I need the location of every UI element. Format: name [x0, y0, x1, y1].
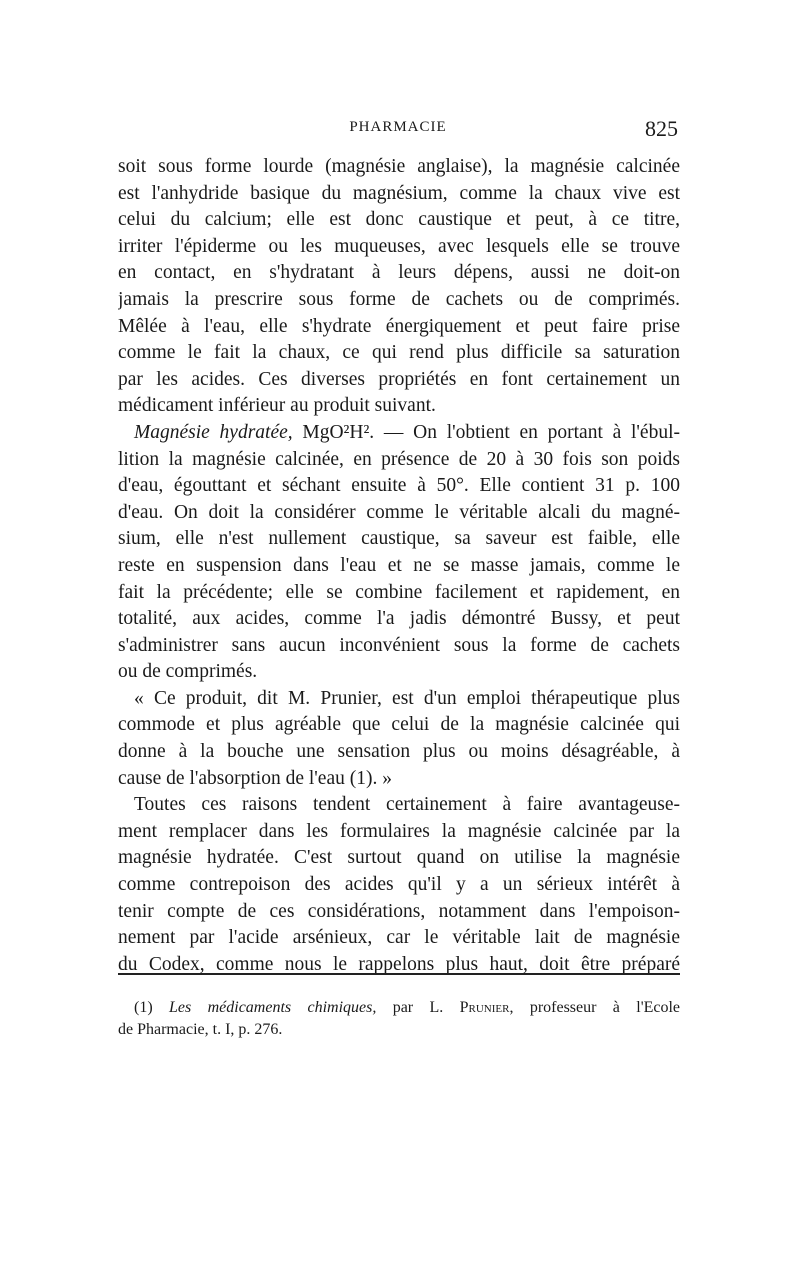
- footnote: [118, 997, 680, 1041]
- footnote-rest: , professeur à l'Ecole: [509, 999, 680, 1016]
- lead-text: On l'obtient en portant à l'ébul-: [413, 421, 680, 443]
- paragraph-conclusion: [118, 792, 680, 978]
- footnote-line: de Pharmacie, t. I, p. 276.: [118, 1021, 283, 1038]
- text-line: cause de l'absorption de l'eau (1). »: [118, 767, 392, 789]
- text-line: sium, elle n'est nullement caustique, sa saveur est faible, elle: [118, 528, 680, 550]
- text-line: reste en suspension dans l'eau et ne se masse jamais, comme le: [118, 554, 680, 576]
- page-number: 825: [645, 116, 678, 141]
- text-line: Mêlée à l'eau, elle s'hydrate énergiquement et peut faire prise: [118, 315, 680, 337]
- text-line: fait la précédente; elle se combine facilement et rapidement, en: [118, 581, 680, 603]
- footnote-author: Prunier: [459, 999, 510, 1016]
- text-line: irriter l'épiderme ou les muqueuses, avec lesquels elle se trouve: [118, 235, 680, 257]
- chemical-formula: MgO²H². —: [292, 421, 414, 443]
- text-line: d'eau, égouttant et séchant ensuite à 50°. Elle contient 31 p. 100: [118, 475, 680, 497]
- text-line: donne à la bouche une sensation plus ou moins désagréable, à: [118, 741, 680, 763]
- text-line: en contact, en s'hydratant à leurs dépens, aussi ne doit-on: [118, 262, 680, 284]
- text-line: par les acides. Ces diverses propriétés en font certainement un: [118, 368, 680, 390]
- text-line: du Codex, comme nous le rappelons plus haut, doit être préparé: [118, 953, 680, 975]
- text-line: s'administrer sans aucun inconvénient sous la forme de cachets: [118, 634, 680, 656]
- text-line: médicament inférieur au produit suivant.: [118, 395, 436, 417]
- text-line: est l'anhydride basique du magnésium, comme la chaux vive est: [118, 182, 680, 204]
- body-text: [118, 154, 680, 978]
- text-line: ou de comprimés.: [118, 661, 258, 683]
- footnote-title: Les médicaments chimiques,: [169, 999, 377, 1016]
- text-line: « Ce produit, dit M. Prunier, est d'un emploi thérapeutique plus: [134, 687, 680, 709]
- paragraph-magnesie-calcinee: [118, 154, 680, 420]
- section-lead-line: [118, 420, 680, 447]
- text-line: ment remplacer dans les formulaires la magnésie calcinée par la: [118, 820, 680, 842]
- paragraph-quote-prunier: [118, 686, 680, 792]
- text-line: soit sous forme lourde (magnésie anglaise), la magnésie calcinée: [118, 156, 680, 177]
- text-line: magnésie hydratée. C'est surtout quand on utilise la magnésie: [118, 847, 680, 869]
- footnote-marker: (1): [134, 999, 170, 1016]
- text-line: celui du calcium; elle est donc caustique et peut, à ce titre,: [118, 209, 680, 231]
- text-line: Toutes ces raisons tendent certainement à faire avantageuse-: [134, 794, 680, 816]
- footnote-by: par L.: [376, 999, 460, 1016]
- paragraph-magnesie-hydratee: [118, 420, 680, 686]
- running-header: [118, 116, 678, 142]
- text-line: commode et plus agréable que celui de la magnésie calcinée qui: [118, 714, 680, 736]
- running-title: PHARMACIE: [349, 119, 447, 135]
- footnote-separator: [118, 973, 680, 975]
- section-term: Magnésie hydratée,: [134, 421, 293, 443]
- text-line: comme contrepoison des acides qu'il y a un sérieux intérêt à: [118, 874, 680, 896]
- text-line: tenir compte de ces considérations, notamment dans l'empoison-: [118, 900, 680, 922]
- text-line: lition la magnésie calcinée, en présence de 20 à 30 fois son poids: [118, 448, 680, 470]
- text-line: comme le fait la chaux, ce qui rend plus difficile sa saturation: [118, 342, 680, 364]
- footnote-line: [118, 997, 680, 1019]
- text-line: totalité, aux acides, comme l'a jadis démontré Bussy, et peut: [118, 608, 680, 630]
- text-line: jamais la prescrire sous forme de cachets ou de comprimés.: [118, 288, 680, 310]
- text-line: nement par l'acide arsénieux, car le véritable lait de magnésie: [118, 927, 680, 949]
- text-line: d'eau. On doit la considérer comme le véritable alcali du magné-: [118, 501, 680, 523]
